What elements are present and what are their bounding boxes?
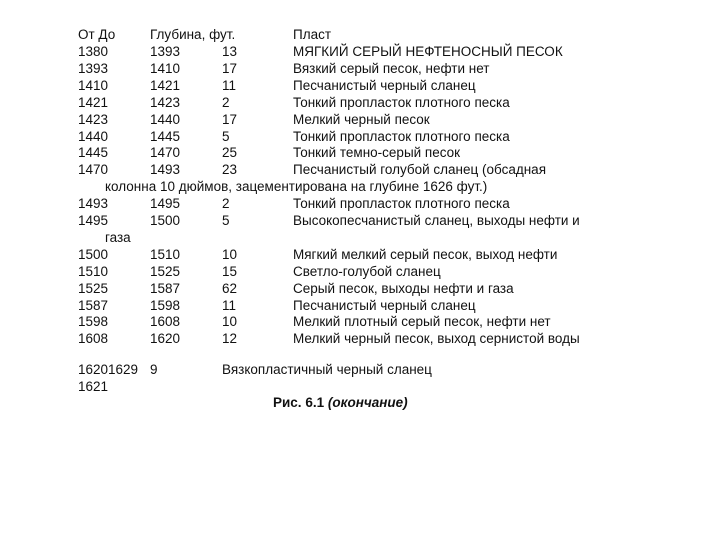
- row-from: 1587: [78, 298, 109, 313]
- row-thickness: 5: [222, 129, 230, 144]
- header-layer: Пласт: [293, 27, 332, 42]
- row-layer: Мелкий черный песок, выход сернистой воды: [293, 331, 580, 346]
- row-to: 1493: [150, 162, 181, 177]
- row-thickness: 11: [222, 298, 237, 313]
- row-continuation: газа: [105, 230, 131, 245]
- row-from: 1445: [78, 145, 109, 160]
- row-thickness: 25: [222, 145, 238, 160]
- row-from: 1421: [78, 95, 109, 110]
- row-thickness: 62: [222, 281, 238, 296]
- row-layer: Серый песок, выходы нефти и газа: [293, 281, 514, 296]
- row-thickness: 10: [222, 314, 238, 329]
- row-to: 1421: [150, 78, 181, 93]
- row-layer: Песчанистый черный сланец: [293, 298, 476, 313]
- row-layer: Мелкий черный песок: [293, 112, 430, 127]
- row-layer: Тонкий пропласток плотного песка: [293, 95, 510, 110]
- row-to: 1525: [150, 264, 181, 279]
- row-thickness: 15: [222, 264, 238, 279]
- row-thickness: 13: [222, 44, 238, 59]
- row-to: 1470: [150, 145, 181, 160]
- row-continuation: колонна 10 дюймов, зацементирована на глубине 1626 фут.): [105, 179, 488, 194]
- row-from: 1410: [78, 78, 109, 93]
- row-to: 1410: [150, 61, 181, 76]
- row-from: 1440: [78, 129, 109, 144]
- row-layer: Тонкий пропласток плотного песка: [293, 196, 510, 211]
- row-to: 1440: [150, 112, 181, 127]
- row-thickness: 17: [222, 61, 238, 76]
- row-from: 1470: [78, 162, 109, 177]
- row-thickness: 2: [222, 196, 230, 211]
- row-from: 1598: [78, 314, 109, 329]
- row-thickness: 10: [222, 247, 238, 262]
- row-layer: Высокопесчанистый сланец, выходы нефти и: [293, 213, 580, 228]
- row-layer: Мелкий плотный серый песок, нефти нет: [293, 314, 551, 329]
- row-layer: Тонкий пропласток плотного песка: [293, 129, 510, 144]
- row-to: 1608: [150, 314, 181, 329]
- row-thickness: 23: [222, 162, 238, 177]
- last-row-extra: 1621: [78, 379, 109, 394]
- row-to: 1445: [150, 129, 181, 144]
- row-thickness: 5: [222, 213, 230, 228]
- caption-note: (окончание): [327, 395, 408, 410]
- row-layer: Песчанистый голубой сланец (обсадная: [293, 162, 546, 177]
- row-from: 1525: [78, 281, 109, 296]
- row-from: 1495: [78, 213, 109, 228]
- header-from-to: От До: [78, 27, 116, 42]
- last-row-from-to: 16201629: [78, 362, 139, 377]
- row-thickness: 11: [222, 78, 237, 93]
- last-row-layer: Вязкопластичный черный сланец: [222, 362, 432, 377]
- row-to: 1500: [150, 213, 181, 228]
- last-row-thickness: 9: [150, 362, 158, 377]
- row-from: 1500: [78, 247, 109, 262]
- row-from: 1493: [78, 196, 109, 211]
- row-to: 1598: [150, 298, 181, 313]
- row-thickness: 2: [222, 95, 230, 110]
- row-from: 1510: [78, 264, 109, 279]
- row-layer: Песчанистый черный сланец: [293, 78, 476, 93]
- row-layer: Светло-голубой сланец: [293, 264, 441, 279]
- header-depth: Глубина, фут.: [150, 27, 236, 42]
- row-to: 1510: [150, 247, 181, 262]
- row-layer: Тонкий темно-серый песок: [293, 145, 461, 160]
- row-thickness: 17: [222, 112, 238, 127]
- row-from: 1380: [78, 44, 109, 59]
- row-thickness: 12: [222, 331, 238, 346]
- figure-caption: [273, 395, 408, 410]
- row-layer: МЯГКИЙ СЕРЫЙ НЕФТЕНОСНЫЙ ПЕСОК: [293, 44, 563, 59]
- row-from: 1608: [78, 331, 109, 346]
- caption-label: Рис. 6.1: [273, 395, 325, 410]
- row-to: 1620: [150, 331, 181, 346]
- row-layer: Вязкий серый песок, нефти нет: [293, 61, 490, 76]
- row-to: 1393: [150, 44, 181, 59]
- row-from: 1393: [78, 61, 109, 76]
- row-layer: Мягкий мелкий серый песок, выход нефти: [293, 247, 558, 262]
- row-to: 1423: [150, 95, 181, 110]
- row-to: 1587: [150, 281, 181, 296]
- row-to: 1495: [150, 196, 181, 211]
- row-from: 1423: [78, 112, 109, 127]
